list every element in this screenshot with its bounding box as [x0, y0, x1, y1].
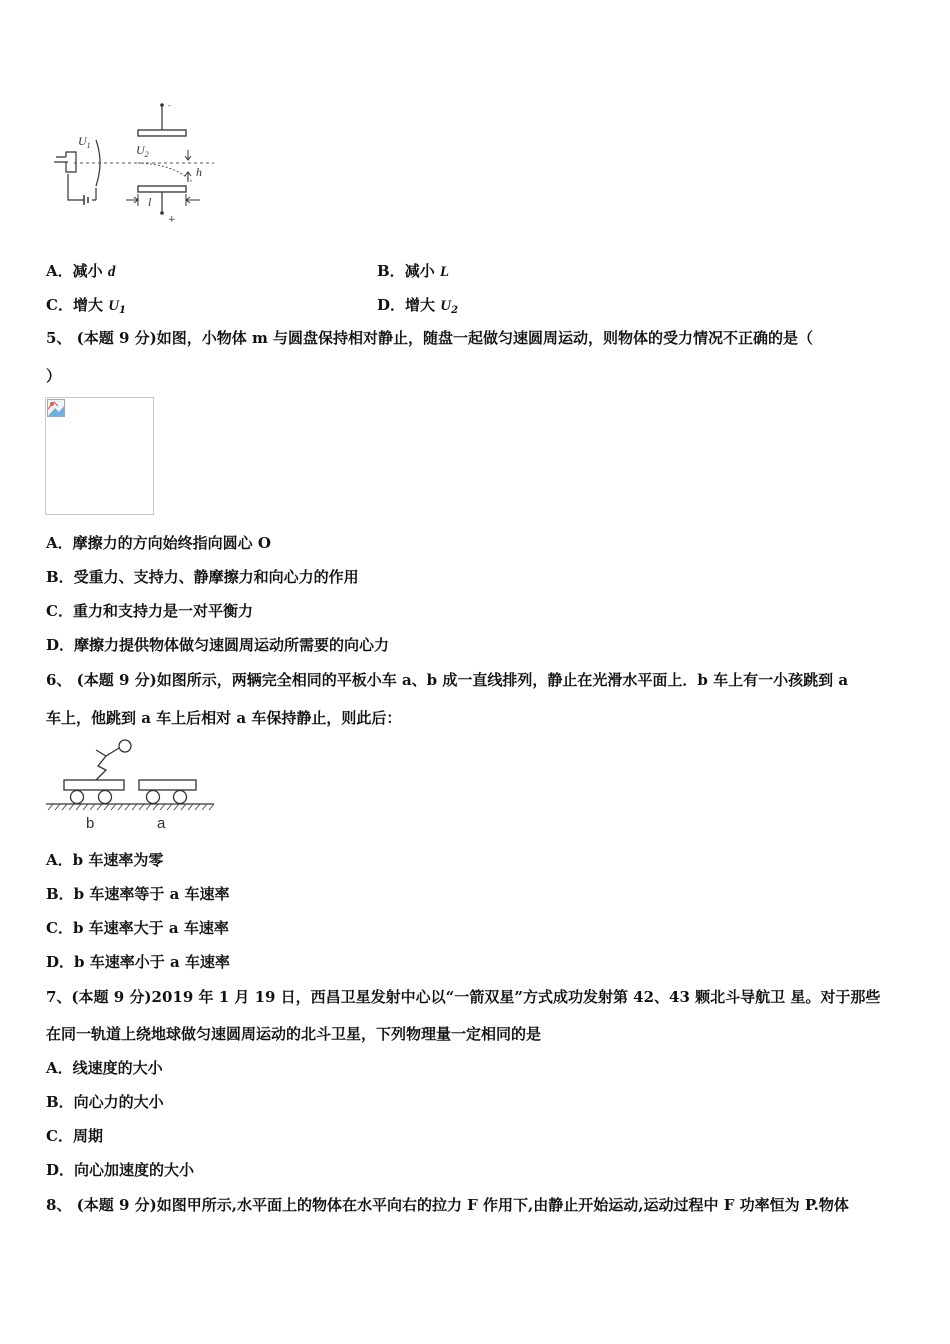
q5-option-b: B．受重力、支持力、静摩擦力和向心力的作用 — [46, 568, 359, 586]
q6-option-a: A．b 车速率为零 — [46, 851, 164, 869]
q7-option-b: B．向心力的大小 — [46, 1093, 164, 1111]
q7-stem-line2: 在同一轨道上绕地球做匀速圆周运动的北斗卫星，下列物理量一定相同的是 — [46, 1025, 542, 1043]
l-label: l — [148, 195, 152, 209]
q4-option-c: C．增大 $U_1$ — [46, 296, 126, 316]
q6-option-b: B．b 车速率等于 a 车速率 — [46, 885, 230, 903]
u2-label: $U_2$ — [136, 143, 149, 159]
cart-b-label: b — [86, 815, 95, 832]
q5-stem-line1: 5、 (本题 9 分)如图，小物体 m 与圆盘保持相对静止，随盘一起做匀速圆周运动，则物体的受力情况不正确的是（ — [46, 329, 814, 347]
deflection-diagram — [44, 100, 224, 225]
q7-option-c: C．周期 — [46, 1127, 103, 1145]
q6-option-c: C．b 车速率大于 a 车速率 — [46, 919, 229, 937]
q5-stem-line2: ） — [46, 367, 62, 385]
q7-option-d: D．向心加速度的大小 — [46, 1161, 195, 1179]
q6-option-d: D．b 车速率小于 a 车速率 — [46, 953, 230, 971]
broken-image-placeholder — [45, 397, 154, 515]
broken-image-icon — [47, 399, 65, 417]
q5-option-c: C．重力和支持力是一对平衡力 — [46, 602, 253, 620]
q7-option-a: A．线速度的大小 — [46, 1059, 163, 1077]
u1-label: $U_1$ — [78, 134, 91, 150]
q4-option-a: A．减小 d — [46, 262, 116, 280]
svg-text:-: - — [168, 101, 171, 110]
carts-diagram — [44, 736, 216, 834]
q4-option-b: B．减小 L — [377, 262, 450, 280]
q8-stem-line1: 8、 (本题 9 分)如图甲所示,水平面上的物体在水平向右的拉力 F 作用下,由静止开始运动,运动过程中 F 功率恒为 P.物体 — [46, 1196, 849, 1214]
q7-stem-line1: 7、(本题 9 分)2019 年 1 月 19 日，西昌卫星发射中心以“一箭双星”方式成功发射第 42、43 颗北斗导航卫 星。对于那些 — [46, 988, 881, 1006]
h-label: h — [196, 165, 202, 179]
svg-text:+: + — [168, 215, 176, 225]
q6-stem-line2: 车上，他跳到 a 车上后相对 a 车保持静止，则此后： — [46, 709, 402, 727]
cart-a-label: a — [157, 815, 166, 832]
q4-option-d: D．增大 $U_2$ — [377, 296, 459, 316]
q6-stem-line1: 6、 (本题 9 分)如图所示，两辆完全相同的平板小车 a、b 成一直线排列，静止在光滑水平面上．b 车上有一小孩跳到 a — [46, 671, 849, 689]
q5-option-d: D．摩擦力提供物体做匀速圆周运动所需要的向心力 — [46, 636, 390, 654]
q5-option-a: A．摩擦力的方向始终指向圆心 O — [46, 534, 271, 552]
